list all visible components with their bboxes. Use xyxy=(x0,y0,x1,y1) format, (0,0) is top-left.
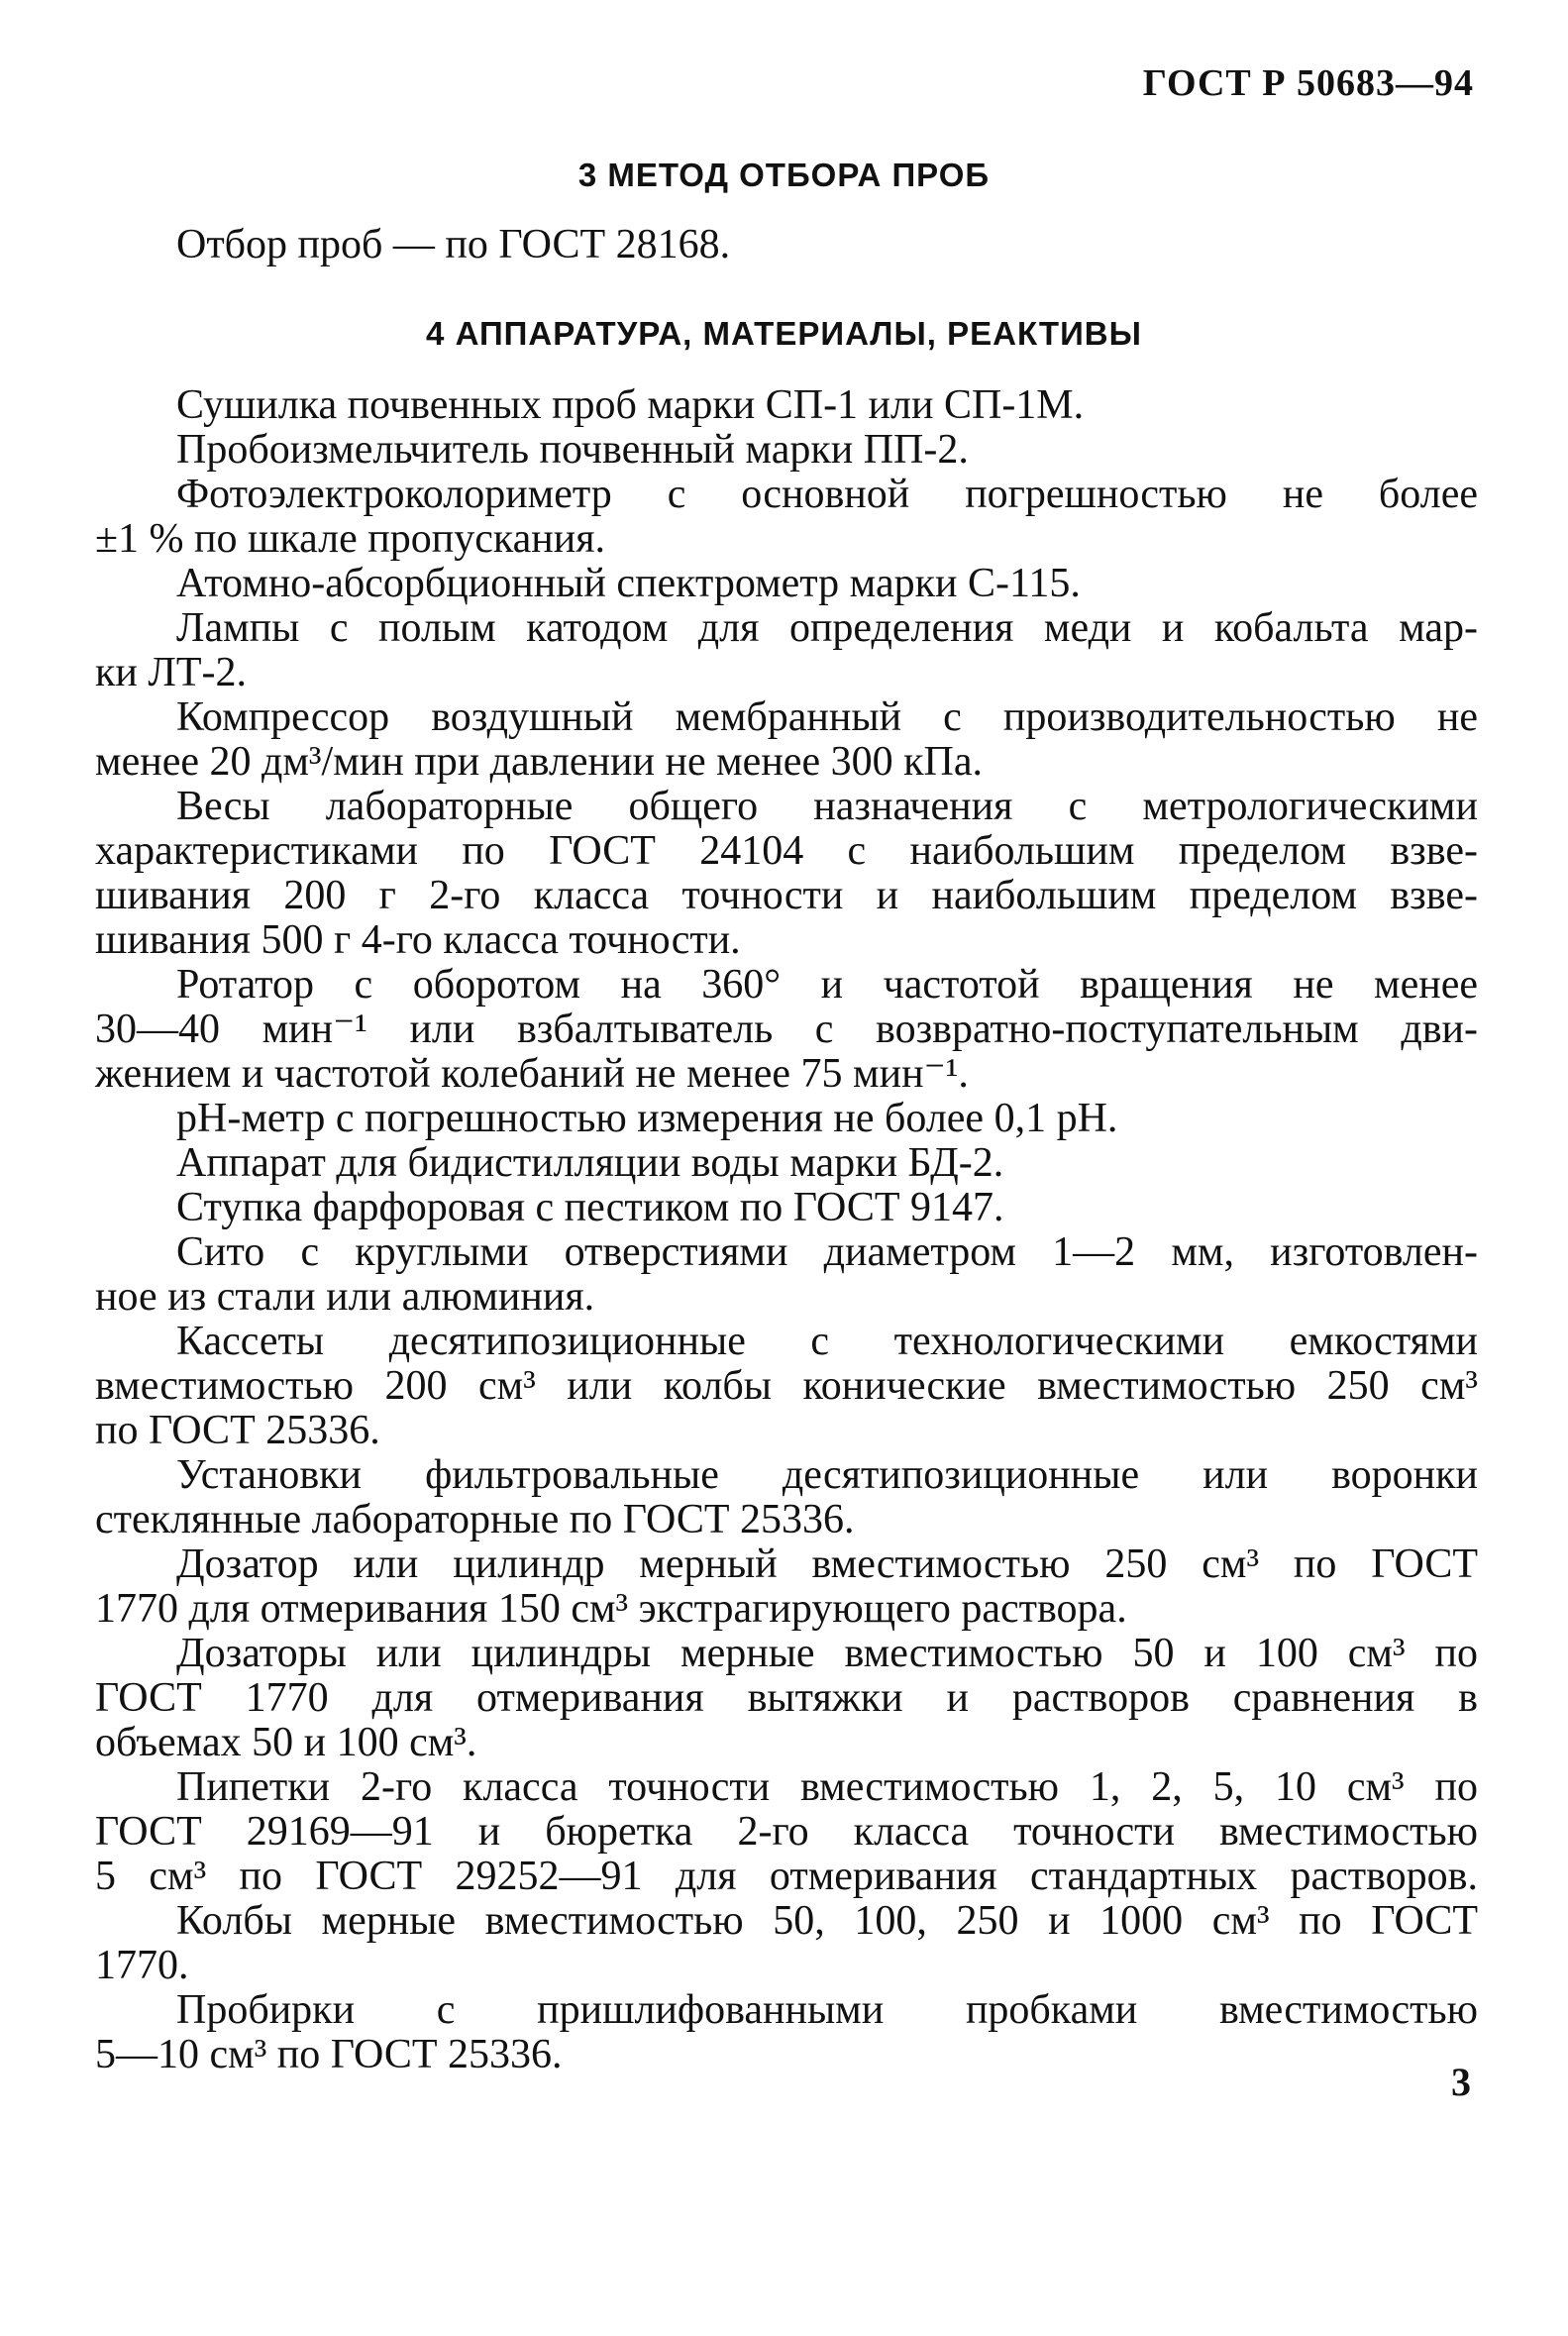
text-line: Сито с круглыми отверстиями диаметром 1—2 мм, изготовлен- xyxy=(176,1229,1478,1275)
text-line: вместимостью 200 см³ или колбы конические вместимостью 250 см³ xyxy=(95,1363,1478,1409)
text-line: Установки фильтровальные десятипозиционные или воронки xyxy=(176,1452,1478,1498)
text-line: 1770. xyxy=(95,1943,189,1988)
text-line: объемах 50 и 100 см³. xyxy=(95,1720,477,1765)
text-line: Фотоэлектроколориметр с основной погрешностью не более xyxy=(176,472,1478,517)
text-line: Кассеты десятипозиционные с технологическими емкостями xyxy=(176,1319,1478,1364)
text-line: характеристиками по ГОСТ 24104 с наибольшим пределом взве- xyxy=(95,828,1478,874)
text-line: pH-метр с погрешностью измерения не более 0,1 pH. xyxy=(176,1096,1118,1141)
text-line: Сушилка почвенных проб марки СП-1 или СП-1М. xyxy=(176,382,1085,428)
text-line: шивания 200 г 2-го класса точности и наибольшим пределом взве- xyxy=(95,873,1478,918)
text-line: Ротатор с оборотом на 360° и частотой вращения не менее xyxy=(176,962,1478,1008)
text-line: 30—40 мин⁻¹ или взбалтыватель с возвратно-поступательным дви- xyxy=(95,1007,1478,1052)
document-header: ГОСТ Р 50683—94 xyxy=(1142,62,1474,104)
text-line: Дозатор или цилиндр мерный вместимостью 250 см³ по ГОСТ xyxy=(176,1541,1478,1587)
text-line: Пипетки 2-го класса точности вместимостью 1, 2, 5, 10 см³ по xyxy=(176,1764,1478,1810)
section-4-title: 4 АППАРАТУРА, МАТЕРИАЛЫ, РЕАКТИВЫ xyxy=(426,315,1142,352)
text-line: Компрессор воздушный мембранный с производительностью не xyxy=(176,694,1478,740)
text-line: Пробоизмельчитель почвенный марки ПП-2. xyxy=(176,427,969,473)
text-line: Ступка фарфоровая с пестиком по ГОСТ 9147. xyxy=(176,1185,1004,1230)
text-line: ГОСТ 29169—91 и бюретка 2-го класса точности вместимостью xyxy=(95,1809,1478,1855)
text-line: Колбы мерные вместимостью 50, 100, 250 и 1000 см³ по ГОСТ xyxy=(176,1898,1478,1944)
text-line: ное из стали или алюминия. xyxy=(95,1274,595,1320)
page-number: 3 xyxy=(1451,2060,1471,2104)
text-line: стеклянные лабораторные по ГОСТ 25336. xyxy=(95,1497,855,1542)
text-line: ±1 % по шкале пропускания. xyxy=(95,516,606,562)
text-line: Дозаторы или цилиндры мерные вместимостью 50 и 100 см³ по xyxy=(176,1631,1478,1676)
section-3-title: 3 МЕТОД ОТБОРА ПРОБ xyxy=(577,157,991,193)
text-line: ГОСТ 1770 для отмеривания вытяжки и растворов сравнения в xyxy=(95,1675,1478,1721)
text-line: 5 см³ по ГОСТ 29252—91 для отмеривания стандартных растворов. xyxy=(95,1854,1478,1899)
section-3-text: Отбор проб — по ГОСТ 28168. xyxy=(176,222,731,267)
text-line: Аппарат для бидистилляции воды марки БД-2. xyxy=(176,1140,1004,1186)
text-line: ки ЛТ-2. xyxy=(95,650,248,695)
text-line: Пробирки с пришлифованными пробками вместимостью xyxy=(176,1987,1478,2033)
text-line: Лампы с полым катодом для определения меди и кобальта мар- xyxy=(176,605,1478,651)
text-line: менее 20 дм³/мин при давлении не менее 300 кПа. xyxy=(95,739,983,785)
text-line: шивания 500 г 4-го класса точности. xyxy=(95,917,741,963)
text-line: по ГОСТ 25336. xyxy=(95,1408,380,1453)
text-line: 5—10 см³ по ГОСТ 25336. xyxy=(95,2032,563,2077)
text-line: жением и частотой колебаний не менее 75 мин⁻¹. xyxy=(95,1051,969,1097)
text-line: 1770 для отмеривания 150 см³ экстрагирующего раствора. xyxy=(95,1586,1127,1632)
text-line: Атомно-абсорбционный спектрометр марки С-115. xyxy=(176,561,1081,606)
text-line: Весы лабораторные общего назначения с метрологическими xyxy=(176,784,1478,829)
